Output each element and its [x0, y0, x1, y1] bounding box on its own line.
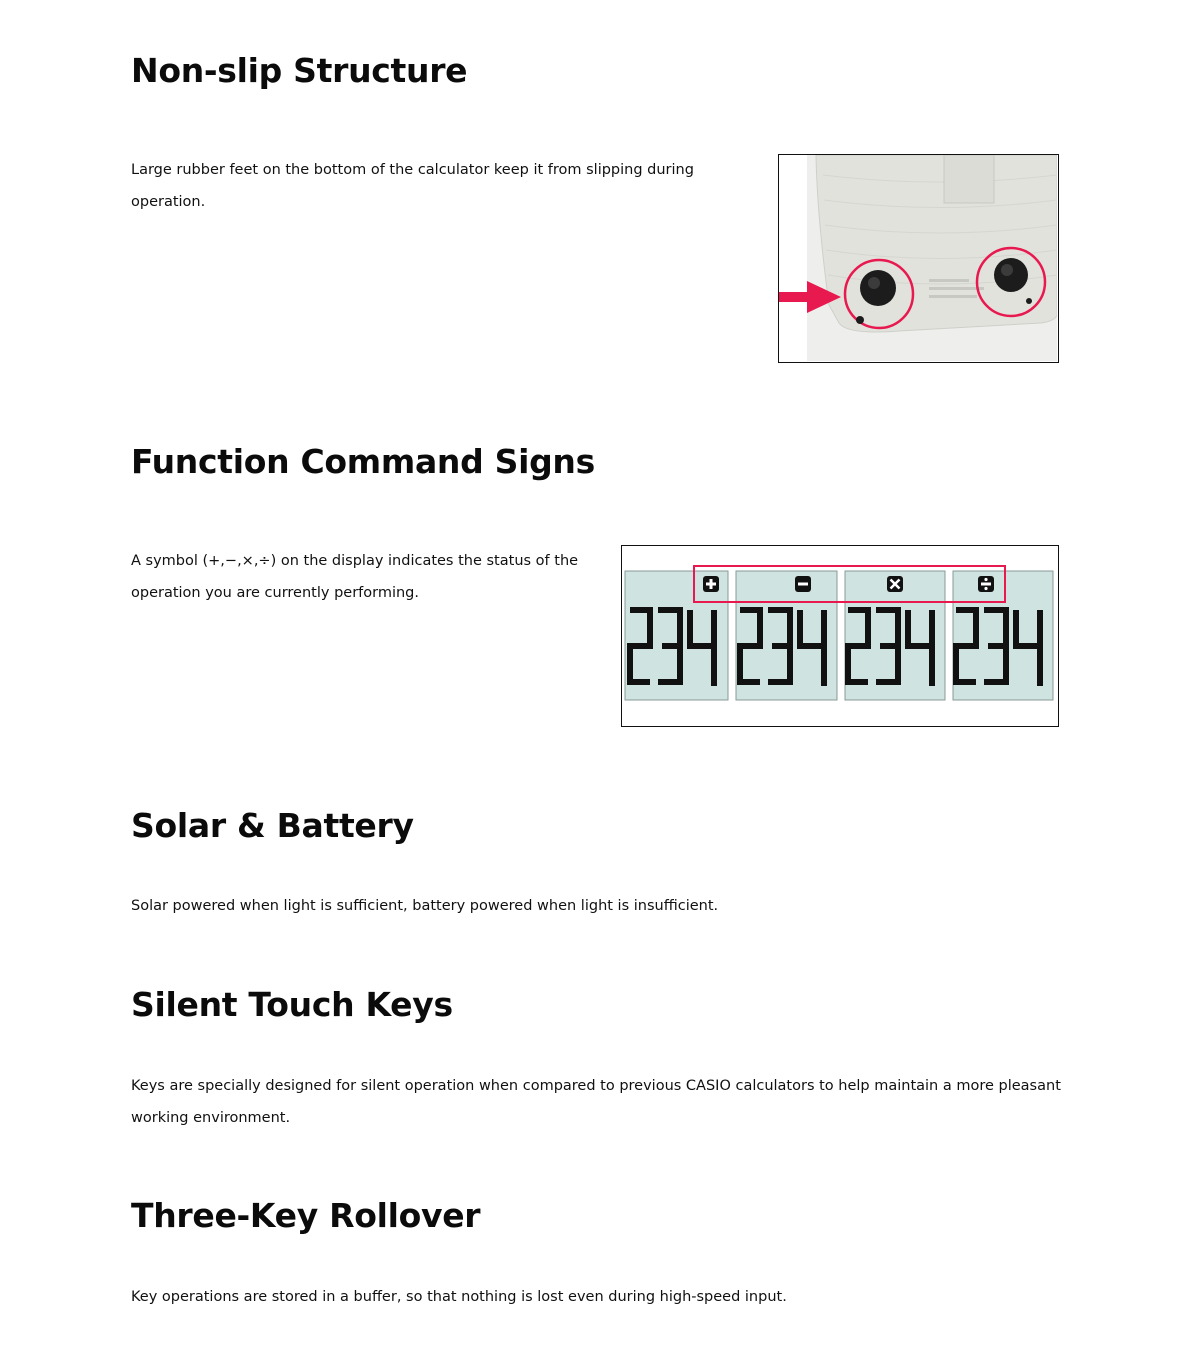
divide-sign-icon	[978, 576, 994, 592]
section-heading-non-slip: Non-slip Structure	[131, 51, 468, 90]
section-heading-rollover: Three-Key Rollover	[131, 1196, 481, 1235]
lcd-panel-times	[845, 571, 945, 700]
times-sign-icon	[887, 576, 903, 592]
rubber-feet-image	[778, 154, 1059, 363]
section-text-silent-keys: Keys are specially designed for silent operation when compared to previous CASIO calculators to help maintain a more pleasant working environment.	[131, 1078, 1061, 1126]
lcd-panel-divide	[953, 571, 1053, 700]
section-text-rollover: Key operations are stored in a buffer, so that nothing is lost even during high-speed input.	[131, 1289, 787, 1305]
section-text-function-command: A symbol (+,−,×,÷) on the display indicates the status of the operation you are currently performing.	[131, 553, 579, 601]
section-heading-silent-keys: Silent Touch Keys	[131, 985, 453, 1024]
section-text-non-slip: Large rubber feet on the bottom of the calculator keep it from slipping during operation.	[131, 162, 694, 210]
section-heading-solar-battery: Solar & Battery	[131, 806, 414, 845]
lcd-panel-minus	[736, 571, 837, 700]
section-text-solar-battery: Solar powered when light is sufficient, battery powered when light is insufficient.	[131, 898, 719, 914]
lcd-display-image	[621, 545, 1059, 727]
section-heading-function-command: Function Command Signs	[131, 442, 595, 481]
plus-sign-icon	[703, 576, 719, 592]
minus-sign-icon	[795, 576, 811, 592]
